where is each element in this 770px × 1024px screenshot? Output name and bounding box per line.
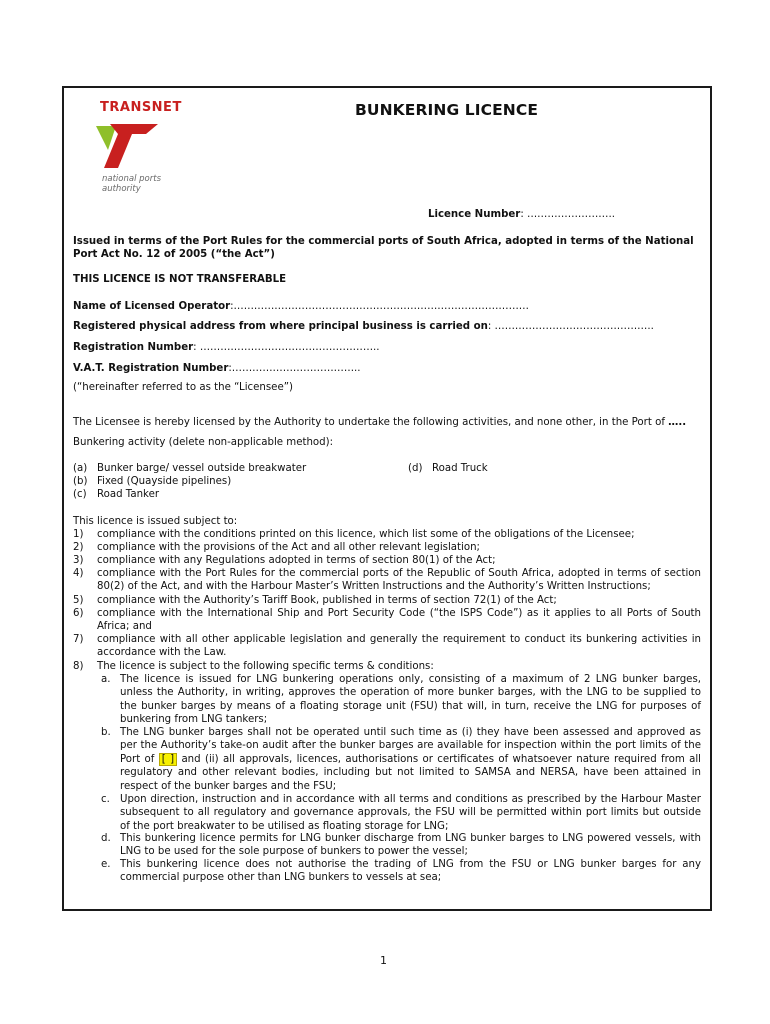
condition-number: 5) bbox=[73, 595, 84, 606]
specific-text: This bunkering licence does not authorise the trading of LNG from the FSU or LNG bunker barges for any commercial purpose other than LNG bunkers to vessels at sea; bbox=[120, 859, 701, 884]
condition-text: compliance with the International Ship and Port Security Code (“the ISPS Code”) as it applies to all Ports of South Africa; and bbox=[97, 608, 701, 633]
condition-text: compliance with any Regulations adopted in terms of section 80(1) of the Act; bbox=[97, 555, 496, 566]
field-label: Registered physical address from where principal business is carried on bbox=[73, 321, 488, 332]
method-label: Road Tanker bbox=[97, 489, 160, 500]
logo-subtitle: national ports authority bbox=[102, 174, 162, 194]
method-key: (a) bbox=[73, 463, 88, 474]
condition-text: The licence is subject to the following specific terms & conditions: bbox=[97, 661, 434, 672]
method-label: Road Truck bbox=[432, 463, 488, 474]
field-physical-address bbox=[73, 320, 654, 333]
method-label: Bunker barge/ vessel outside breakwater bbox=[97, 463, 307, 474]
condition-text: compliance with all other applicable legislation and generally the requirement to conduct its bunkering activities in accordance with the Law. bbox=[97, 634, 701, 659]
hereinafter-note: (“hereinafter referred to as the “Licensee”) bbox=[73, 382, 293, 393]
condition-number: 8) bbox=[73, 661, 84, 672]
method-key: (c) bbox=[73, 489, 87, 500]
condition-number: 3) bbox=[73, 555, 84, 566]
field-blank[interactable]: :…………………………………………………………………………… bbox=[230, 301, 529, 312]
condition-number: 7) bbox=[73, 634, 84, 645]
licensee-text: The Licensee is hereby licensed by the Authority to undertake the following activities, and none other, in the Port of bbox=[73, 417, 669, 428]
specific-text-part: and (ii) all approvals, licences, authorisations or certificates of whatsoever nature required from all regulatory and other relevant bodies, including but not limited to SAMSA and NERSA, have been attained in respect of the bunker barges and the FSU; bbox=[120, 753, 702, 792]
logo-emblem-icon bbox=[96, 120, 166, 172]
method-key: (d) bbox=[408, 463, 423, 474]
specific-text bbox=[120, 726, 701, 793]
page-number: 1 bbox=[380, 954, 387, 967]
field-label: Registration Number bbox=[73, 342, 194, 353]
licensee-statement bbox=[73, 416, 686, 429]
condition-text: compliance with the provisions of the Act and all other relevant legislation; bbox=[97, 542, 480, 553]
specific-key: b. bbox=[101, 727, 111, 738]
specific-key: c. bbox=[101, 794, 110, 805]
not-transferable-notice: THIS LICENCE IS NOT TRANSFERABLE bbox=[73, 274, 287, 285]
specific-text: Upon direction, instruction and in accordance with all terms and conditions as prescribed by the Harbour Master subsequent to all regulatory and governance approvals, the FSU will be permitted within port limits but outside of the port breakwater to be utilised as floating storage for LNG; bbox=[120, 794, 701, 832]
licence-number-field[interactable]: : …………………….. bbox=[520, 209, 615, 220]
field-blank[interactable]: : …………………………………………….. bbox=[193, 342, 380, 353]
subject-intro: This licence is issued subject to: bbox=[73, 516, 238, 527]
condition-number: 6) bbox=[73, 608, 84, 619]
field-blank[interactable]: :……………………………….. bbox=[228, 363, 361, 374]
specific-key: e. bbox=[101, 859, 111, 870]
page-title: BUNKERING LICENCE bbox=[355, 101, 539, 119]
field-label: Name of Licensed Operator bbox=[73, 301, 231, 312]
condition-text: compliance with the Port Rules for the commercial ports of the Republic of South Africa, adopted in terms of section 80(2) of the Act, and with the Harbour Master’s Written Instructions and the Authority’s Written Instructions; bbox=[97, 568, 701, 593]
transnet-logo bbox=[96, 98, 196, 198]
field-licensed-operator bbox=[73, 300, 529, 313]
specific-text: This bunkering licence permits for LNG bunker discharge from LNG bunker barges to LNG powered vessels, with LNG to be used for the sole purpose of bunkers to power the vessel; bbox=[120, 833, 701, 858]
condition-number: 2) bbox=[73, 542, 84, 553]
licence-number-line bbox=[428, 208, 615, 221]
method-key: (b) bbox=[73, 476, 88, 487]
specific-text-part: The LNG bunker barges shall not be operated until such time as (i) they have been assessed and approved as per the Authority’s take-on audit after the bunker barges are available for inspection within the port limits of the Port of bbox=[120, 727, 701, 765]
specific-text: The licence is issued for LNG bunkering operations only, consisting of a maximum of 2 LNG bunker barges, unless the Authority, in writing, approves the operation of more bunker barges, with the LNG to be supplied to the bunker barges by means of a floating storage unit (FSU) that will, in turn, receive the LNG for purposes of bunkering from LNG tankers; bbox=[120, 674, 701, 726]
specific-key: a. bbox=[101, 674, 111, 685]
condition-text: compliance with the Authority’s Tariff Book, published in terms of section 72(1) of the Act; bbox=[97, 595, 557, 606]
issued-statement: Issued in terms of the Port Rules for the commercial ports of South Africa, adopted in terms of the National Port Act No. 12 of 2005 (“the Act”) bbox=[73, 236, 694, 261]
field-label: V.A.T. Registration Number bbox=[73, 363, 229, 374]
port-highlight-field[interactable]: [ ] bbox=[159, 753, 177, 766]
condition-number: 4) bbox=[73, 568, 84, 579]
field-blank[interactable]: : ……………………………………….. bbox=[487, 321, 654, 332]
field-registration-number bbox=[73, 341, 380, 354]
condition-text: compliance with the conditions printed on this licence, which list some of the obligations of the Licensee; bbox=[97, 529, 635, 540]
condition-number: 1) bbox=[73, 529, 84, 540]
logo-brand-text: TRANSNET bbox=[100, 100, 182, 115]
bunkering-activity-label: Bunkering activity (delete non-applicable method): bbox=[73, 437, 334, 448]
specific-key: d. bbox=[101, 833, 111, 844]
field-vat-number bbox=[73, 362, 361, 375]
method-label: Fixed (Quayside pipelines) bbox=[97, 476, 232, 487]
licence-number-label: Licence Number bbox=[428, 209, 521, 220]
port-blank[interactable]: ….. bbox=[668, 417, 687, 428]
